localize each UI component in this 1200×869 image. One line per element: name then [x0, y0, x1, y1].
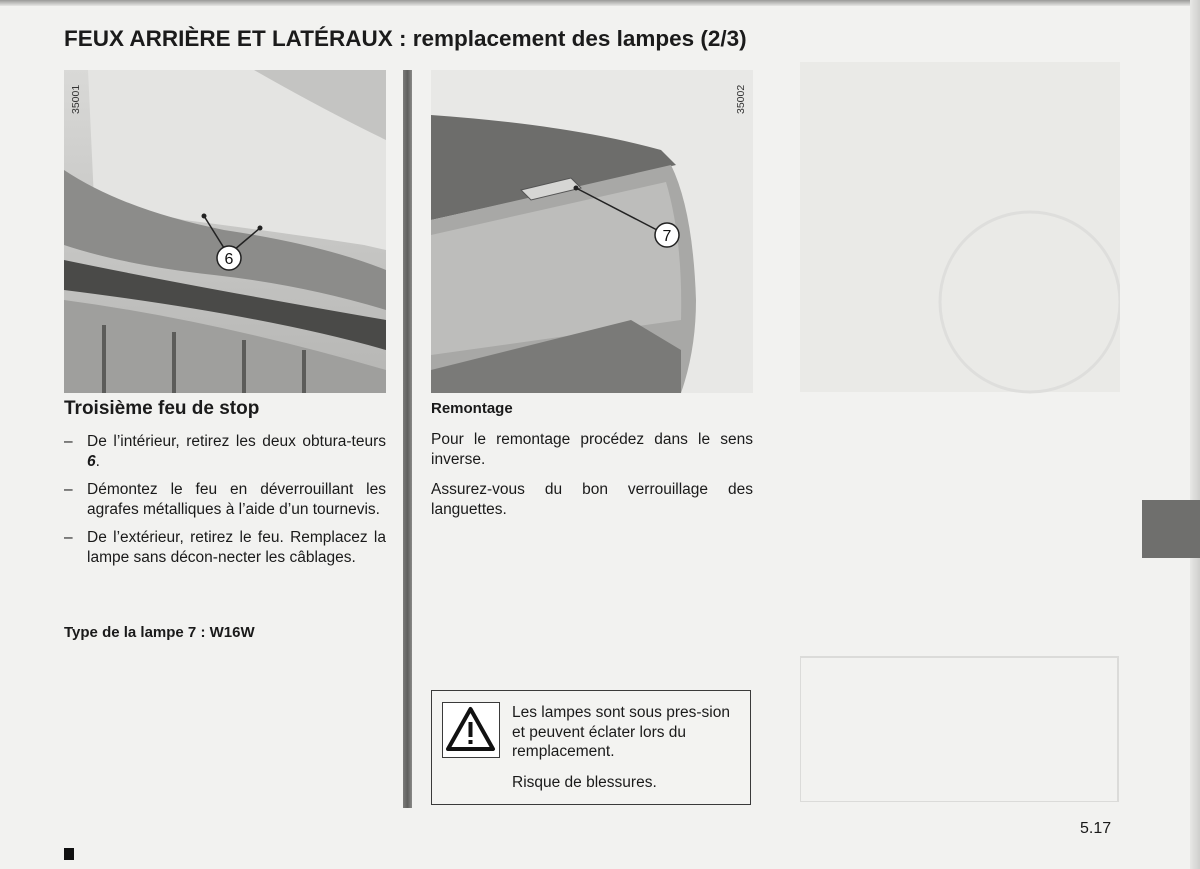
callout-6: 6 [224, 251, 234, 268]
warning-triangle-icon [442, 702, 500, 758]
column-divider [403, 70, 412, 808]
top-edge [0, 0, 1200, 6]
instruction-item [64, 432, 386, 471]
instruction-text-end: . [95, 452, 100, 470]
section-thumb-tab [1142, 500, 1200, 558]
end-of-section-mark [64, 848, 74, 860]
instruction-list [64, 432, 386, 576]
instruction-text: Démontez le feu en déverrouillant les agrafes métalliques à l’aide d’un tournevis. [87, 481, 386, 518]
page-title: FEUX ARRIÈRE ET LATÉRAUX : remplacement des lampes (2/3) [64, 26, 747, 51]
page-number: 5.17 [1080, 820, 1112, 837]
warning-box [431, 690, 751, 805]
instruction-callout-ref: 6 [87, 452, 96, 470]
instruction-text: De l’extérieur, retirez le feu. Remplacez la lampe sans décon-necter les câblages. [87, 529, 386, 566]
figure-code-35001: 35001 [70, 84, 82, 114]
reassembly-paragraph: Assurez-vous du bon verrouillage des languettes. [431, 481, 753, 518]
warning-risk-text: Risque de blessures. [512, 774, 657, 791]
section-heading-reassembly: Remontage [431, 400, 513, 417]
callout-7: 7 [662, 228, 672, 245]
instruction-item [64, 480, 386, 519]
figure-exterior-rear [431, 70, 753, 393]
reassembly-paragraph: Pour le remontage procédez dans le sens inverse. [431, 431, 753, 468]
lamp-type-note: Type de la lampe 7 : W16W [64, 624, 255, 641]
page-edge [1190, 0, 1200, 869]
instruction-text: De l’intérieur, retirez les deux obtura-teurs [87, 433, 386, 450]
bleed-through-area [800, 62, 1120, 802]
figure-interior-tailgate [64, 70, 386, 393]
section-heading-third-brake-light: Troisième feu de stop [64, 398, 260, 419]
instruction-item [64, 528, 386, 567]
warning-text: Les lampes sont sous pres-sion et peuvent éclater lors du remplacement. [512, 704, 730, 760]
figure-code-35002: 35002 [735, 84, 747, 114]
